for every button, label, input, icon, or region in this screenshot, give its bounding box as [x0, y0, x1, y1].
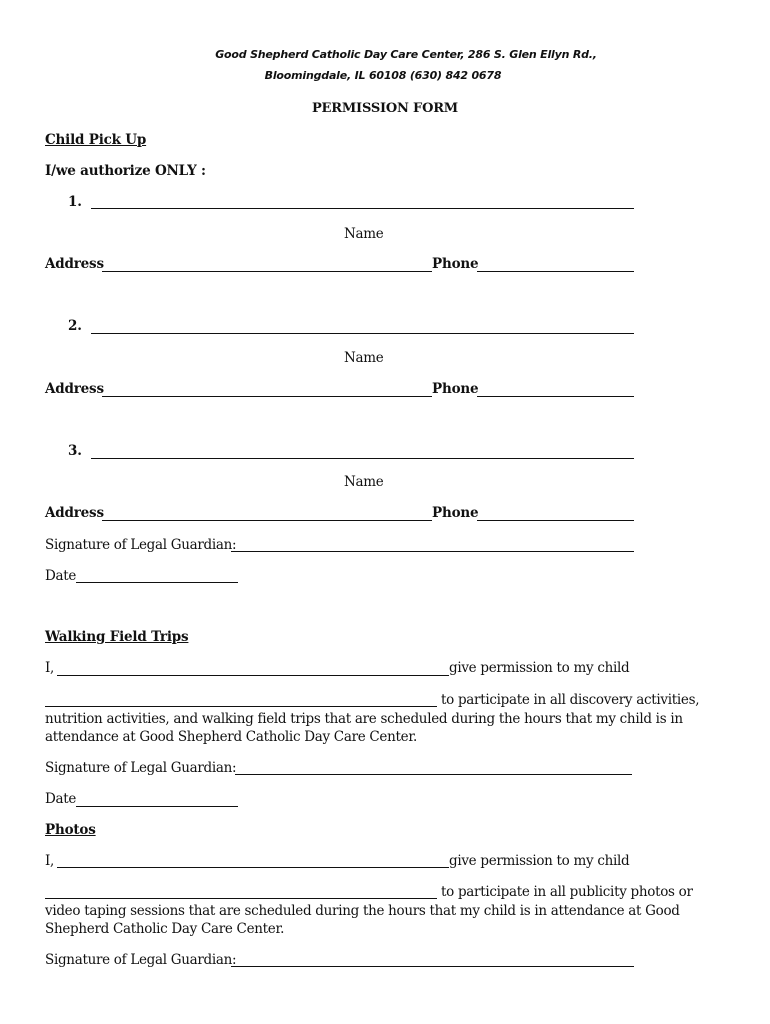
center-address-line1: Good Shepherd Catholic Day Care Center, 286 S. Glen Ellyn Rd., [215, 48, 597, 61]
address-label-2: Address [45, 381, 104, 397]
section-heading-photos: Photos [45, 822, 96, 838]
photos-participate-text: to participate in all publicity photos or [441, 884, 693, 900]
photos-child-name-field[interactable] [45, 898, 437, 899]
entry-number-1: 1. [68, 194, 82, 210]
walking-date-label: Date [45, 791, 77, 807]
section-heading-pickup: Child Pick Up [45, 132, 147, 148]
address-field-2[interactable] [102, 396, 432, 397]
name-field-3[interactable] [91, 458, 634, 459]
address-label-1: Address [45, 256, 104, 272]
name-caption-1: Name [344, 226, 384, 242]
name-field-2[interactable] [91, 333, 634, 334]
photos-i-label: I, [45, 853, 55, 869]
address-label-3: Address [45, 505, 104, 521]
entry-number-3: 3. [68, 443, 82, 459]
phone-field-2[interactable] [477, 396, 634, 397]
phone-label-3: Phone [432, 505, 479, 521]
address-field-1[interactable] [102, 271, 432, 272]
pickup-signature-label: Signature of Legal Guardian: [45, 537, 237, 553]
photos-signature-field[interactable] [231, 966, 634, 967]
phone-field-1[interactable] [477, 271, 634, 272]
walking-i-label: I, [45, 660, 55, 676]
phone-field-3[interactable] [477, 520, 634, 521]
photos-parent-name-field[interactable] [57, 867, 449, 868]
walking-participate-text: to participate in all discovery activities, [441, 692, 700, 708]
phone-label-2: Phone [432, 381, 479, 397]
walking-paragraph: nutrition activities, and walking field trips that are scheduled during the hours that my child is in attendance at Good Shepherd Catholic Day Care Center. [45, 711, 683, 745]
walking-child-name-field[interactable] [45, 706, 437, 707]
phone-label-1: Phone [432, 256, 479, 272]
name-caption-3: Name [344, 474, 384, 490]
photos-signature-label: Signature of Legal Guardian: [45, 952, 237, 968]
photos-give-permission: give permission to my child [449, 853, 630, 869]
center-address-line2: Bloomingdale, IL 60108 (630) 842 0678 [264, 69, 502, 82]
photos-paragraph: video taping sessions that are scheduled during the hours that my child is in attendance at Good Shepherd Catholic Day Care Center. [45, 903, 680, 937]
pickup-date-label: Date [45, 568, 77, 584]
authorize-label: I/we authorize ONLY : [45, 163, 206, 179]
entry-number-2: 2. [68, 318, 82, 334]
walking-give-permission: give permission to my child [449, 660, 630, 676]
walking-parent-name-field[interactable] [57, 675, 449, 676]
walking-date-field[interactable] [76, 806, 238, 807]
name-field-1[interactable] [91, 208, 634, 209]
pickup-signature-field[interactable] [231, 551, 634, 552]
walking-signature-label: Signature of Legal Guardian: [45, 760, 237, 776]
walking-signature-field[interactable] [235, 774, 632, 775]
address-field-3[interactable] [102, 520, 432, 521]
form-title: PERMISSION FORM [311, 101, 458, 116]
section-heading-walking: Walking Field Trips [45, 629, 189, 645]
name-caption-2: Name [344, 350, 384, 366]
pickup-date-field[interactable] [76, 582, 238, 583]
